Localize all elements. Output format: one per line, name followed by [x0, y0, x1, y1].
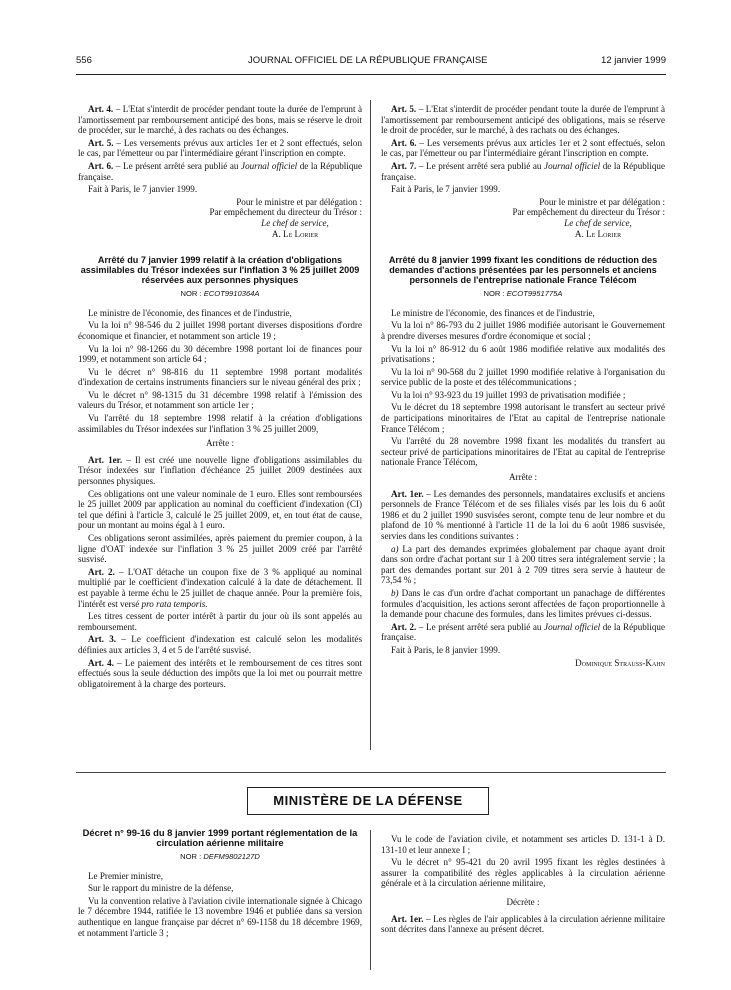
column-divider	[370, 100, 371, 750]
visa: Le ministre de l'économie, des finances et de l'industrie,	[88, 307, 292, 318]
visa: Vu le décret du 18 septembre 1998 autorisant le transfert au secteur privé de participations minoritaires de l'Etat au capital de l'entreprise nationale France Télécom ;	[381, 402, 665, 434]
nor-reference: NOR : DEFM9802127D	[180, 852, 260, 861]
signature-line: Par empêchement du directeur du Trésor :	[512, 207, 665, 218]
paragraph: Ces obligations seront assimilées, après paiement du premier coupon, à la ligne d'OAT indexée sur l'inflation 3 % 25 juillet 2009 créé par l'arrêté susvisé.	[78, 533, 362, 565]
article-1: Art. 1er. – Les demandes des personnels, mandataires exclusifs et anciens personnels de France Télécom et de ses filiales visés par les lois du 6 août 1986 et du 2 juillet 1990 susvisées seront, compte tenu de leur nombre et du plafond de 10 % mentionné à l'article 11 de la loi du 6 août 1986 susvisée, servies dans les conditions suivantes :	[381, 488, 665, 541]
article-2: Art. 2. – Le présent arrêté sera publié au Journal officiel de la République française.	[381, 621, 665, 643]
arrete-heading: Arrête :	[205, 438, 235, 449]
visa: Vu la loi n° 98-546 du 2 juillet 1998 portant diverses dispositions d'ordre économique et financier, et notamment son article 19 ;	[78, 320, 362, 341]
visa: Vu le code de l'aviation civile, et notamment ses articles D. 131-1 à D. 131-10 et leur annexe I ;	[381, 834, 665, 855]
decret-title: Décret n° 99-16 du 8 janvier 1999 portant réglementation de la circulation aérienne militaire	[82, 827, 358, 848]
header-rule	[76, 74, 666, 75]
visa: Vu la convention relative à l'aviation civile internationale signée à Chicago le 7 décembre 1944, ratifiée le 13 novembre 1946 et publiée dans sa version authentique en langue française par décret n° 69-1158 du 18 décembre 1969, et notamment l'article 3 ;	[78, 895, 362, 938]
article-1: Art. 1er. – Les règles de l'air applicables à la circulation aérienne militaire sont décrites dans l'annexe au présent décret.	[381, 913, 665, 935]
nor-reference: NOR : ECOT9951775A	[483, 289, 563, 299]
journal-title: JOURNAL OFFICIEL DE LA RÉPUBLIQUE FRANÇAISE	[248, 55, 488, 66]
signature-role: Le chef de service,	[564, 217, 632, 228]
signature-name: A. Le Lorier	[271, 228, 319, 239]
right-column	[381, 104, 665, 668]
visa: Le Premier ministre,	[88, 870, 164, 881]
paragraph: Ces obligations ont une valeur nominale de 1 euro. Elles sont remboursées le 25 juillet 2009 par application au nominal du coefficient d'indexation (CI) tel que défini à l'article 3, calculé le 25 juillet 2009, et, en tout état de cause, pour un montant au moins égal à 1 euro.	[78, 488, 362, 531]
visa: Vu la loi n° 90-568 du 2 juillet 1990 modifiée relative à l'organisation du service public de la poste et des télécommunications ;	[381, 366, 665, 388]
signature-line: Par empêchement du directeur du Trésor :	[209, 207, 362, 218]
signature-role: Le chef de service,	[261, 217, 329, 228]
article-5: Art. 5. – Les versements prévus aux articles 1er et 2 sont effectués, selon le cas, par l'émetteur ou par l'intermédiaire gérant l'inscription en compte.	[78, 137, 362, 159]
arrete-title: Arrêté du 7 janvier 1999 relatif à la création d'obligations assimilables du Trésor indexées sur l'inflation 3 % 25 juillet 2009 réservées aux personnes physiques	[80, 255, 360, 286]
paragraph-a: a) La part des demandes exprimées globalement par chaque ayant droit dans son ordre d'achat portant sur 1 à 200 titres sera intégralement servie ; la part des demandes portant sur 201 à 2 709 titres sera servie à hauteur de 73,54 % ;	[381, 543, 665, 586]
article-4b: Art. 4. – Le paiement des intérêts et le remboursement de ces titres sont effectués sous la seule déduction des impôts que la loi met ou pourrait mettre obligatoirement à la charge des porteurs.	[78, 657, 362, 689]
ministry-heading: MINISTÈRE DE LA DÉFENSE	[247, 787, 489, 815]
decret-left-column	[78, 828, 362, 940]
visa: Vu le décret n° 98-816 du 11 septembre 1998 portant modalités d'indexation de certains instruments financiers sur le niveau général des prix ;	[78, 366, 362, 388]
signature-line: Pour le ministre et par délégation :	[539, 196, 665, 207]
decret-right-column	[381, 834, 665, 937]
fait-a-paris: Fait à Paris, le 7 janvier 1999.	[391, 184, 501, 195]
article-6: Art. 6. – Le présent arrêté sera publié au Journal officiel de la République française.	[78, 160, 362, 182]
article-2: Art. 2. – L'OAT détache un coupon fixe de 3 % appliqué au nominal multiplié par le coefficient d'indexation calculé à la date de détachement. Il est payable à terme échu le 25 juillet de chaque année. Pour la première fois, l'intérêt est versé pro rata temporis.	[78, 566, 362, 609]
section-rule	[76, 772, 666, 773]
visa: Vu le décret n° 98-1315 du 31 décembre 1998 relatif à l'émission des valeurs du Trésor, et notamment son article 1er ;	[78, 389, 362, 411]
left-column	[78, 104, 362, 691]
article-6: Art. 6. – Les versements prévus aux articles 1er et 2 sont effectués, selon le cas, par l'émetteur ou par l'intermédiaire gérant l'inscription en compte.	[381, 137, 665, 159]
fait-a-paris: Fait à Paris, le 7 janvier 1999.	[88, 184, 198, 195]
paragraph: Les titres cessent de porter intérêt à partir du jour où ils sont appelés au remboursement.	[78, 611, 362, 632]
visa: Vu la loi n° 98-1266 du 30 décembre 1998 portant loi de finances pour 1999, et notamment son article 64 ;	[78, 343, 362, 365]
visa: Sur le rapport du ministre de la défense,	[88, 883, 234, 894]
visa: Vu la loi n° 86-793 du 2 juillet 1986 modifiée autorisant le Gouvernement à prendre diverses mesures d'ordre économique et social ;	[381, 320, 665, 341]
paragraph-b: b) Dans le cas d'un ordre d'achat comportant un panachage de différentes formules d'acquisition, les actions seront affectées de façon proportionnelle à la demande pour chacune des formules, dans les limites prévues ci-dessus.	[381, 587, 665, 620]
article-7: Art. 7. – Le présent arrêté sera publié au Journal officiel de la République française.	[381, 160, 665, 182]
visa: Vu l'arrêté du 28 novembre 1998 fixant les modalités du transfert au secteur privé de participations minoritaires de l'Etat au capital de l'entreprise nationale France Télécom,	[381, 436, 665, 468]
visa: Vu l'arrêté du 18 septembre 1998 relatif à la création d'obligations assimilables du Trésor indexées sur l'inflation 3 % 25 juillet 2009,	[78, 413, 362, 434]
page-number: 556	[76, 55, 92, 66]
visa: Vu la loi n° 86-912 du 6 août 1986 modifiée relative aux modalités des privatisations ;	[381, 343, 665, 365]
nor-reference: NOR : ECOT9910364A	[180, 289, 260, 299]
signature-name: Dominique Strauss-Kahn	[575, 657, 665, 668]
article-4: Art. 4. – L'Etat s'interdit de procéder pendant toute la durée de l'emprunt à l'amortissement par remboursement anticipé des bons, mais se réserve le droit de procéder, sur le marché, à des rachats ou des échanges.	[78, 104, 362, 136]
visa: Vu la loi n° 93-923 du 19 juillet 1993 de privatisation modifiée ;	[391, 389, 626, 400]
visa: Le ministre de l'économie, des finances et de l'industrie,	[391, 307, 595, 318]
article-3: Art. 3. – Le coefficient d'indexation est calculé selon les modalités définies aux articles 3, 4 et 5 de l'arrêté susvisé.	[78, 634, 362, 655]
issue-date: 12 janvier 1999	[601, 55, 666, 66]
article-1: Art. 1er. – Il est créé une nouvelle ligne d'obligations assimilables du Trésor indexées sur l'inflation d'échéance 25 juillet 2009 destinées aux personnes physiques.	[78, 454, 362, 487]
article-5: Art. 5. – L'Etat s'interdit de procéder pendant toute la durée de l'emprunt à l'amortissement par remboursement anticipé des obligations, mais se réserve le droit de procéder, sur le marché, à des rachats ou des échanges.	[381, 104, 665, 136]
fait-a-paris: Fait à Paris, le 8 janvier 1999.	[391, 644, 501, 655]
signature-name: A. Le Lorier	[574, 228, 622, 239]
arrete-title: Arrêté du 8 janvier 1999 fixant les conditions de réduction des demandes d'actions présentées par les personnels et anciens personnels de l'entreprise nationale France Télécom	[388, 255, 658, 286]
decrete-heading: Décrète :	[506, 896, 540, 907]
page-header	[76, 56, 666, 70]
signature-line: Pour le ministre et par délégation :	[236, 196, 362, 207]
column-divider-lower	[370, 830, 371, 970]
arrete-heading: Arrête :	[508, 472, 538, 483]
visa: Vu le décret n° 95-421 du 20 avril 1995 fixant les règles destinées à assurer la compatibilité des règles applicables à la circulation aérienne générale et à la circulation aérienne militaire,	[381, 857, 665, 889]
